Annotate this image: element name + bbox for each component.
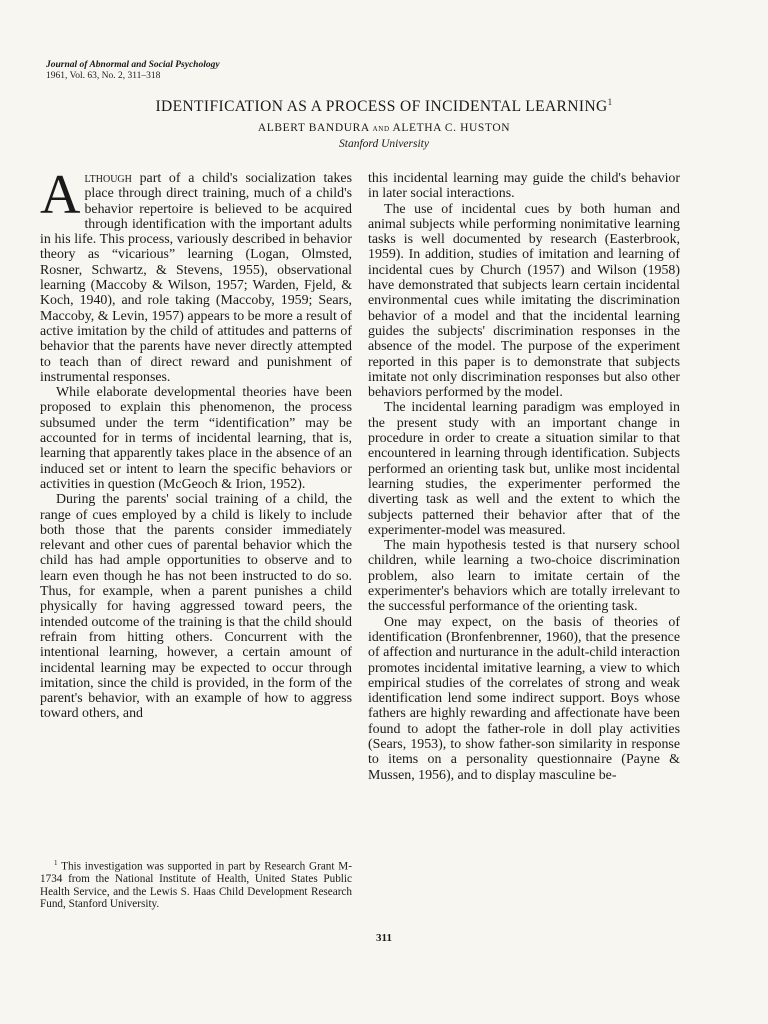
article-title [40,92,728,117]
paragraph: The main hypothesis tested is that nursery school children, while learning a two-choice discrimination problem, also learn to imitate certain of the experimenter's behaviors which are totally irrelevant to the successful performance of the orienting task. [368,538,680,615]
journal-header [46,60,220,82]
paragraph: During the parents' social training of a child, the range of cues employed by a child is likely to include both those that the parents consider immediately relevant and other cues of parental behavior which the child has had ample opportunities to observe and to learn even though he has not been instructed to do so. Thus, for example, when a parent punishes a child physically for having aggressed toward peers, the intended outcome of the training is that the child should refrain from hitting others. Concurrent with the intentional learning, however, a certain amount of incidental learning may be expected to occur through imitation, since the child is provided, in the form of the parent's behavior, with an example of how to aggress toward others, and [40,492,352,722]
authors-line [40,121,728,136]
journal-citation: 1961, Vol. 63, No. 2, 311–318 [46,71,161,81]
drop-cap: A [40,164,81,226]
footnote [40,857,352,911]
left-column [40,164,352,722]
paragraph: One may expect, on the basis of theories of identification (Bronfenbrenner, 1960), that the presence of affection and nurturance in the adult-child interaction promotes incidental imitative learning, a view to which empirical studies of the correlates of strong and weak identification lend some indirect support. Boys whose fathers are highly rewarding and affectionate have been found to adopt the father-role in doll play activities (Sears, 1953), to show father-son similarity in response to items on a personality questionnaire (Payne & Mussen, 1956), and to display masculine be- [368,614,680,783]
paragraph: While elaborate developmental theories have been proposed to explain this phenomenon, the process subsumed under the term “identification” may be accounted for in terms of incidental learning, that is, learning that apparently takes place in the absence of an induced set or intent to learn the specific behaviors or activities in question (McGeoch & Irion, 1952). [40,385,352,492]
paragraph: The use of incidental cues by both human and animal subjects while performing nonimitative learning tasks is well documented by research (Easterbrook, 1959). In addition, studies of imitation and learning of incidental cues by Church (1957) and Wilson (1958) have demonstrated that subjects learn certain incidental environmental cues while imitating the discrimination behavior of a model and that the incidental learning guides the subjects' discrimination responses in the absence of the model. The purpose of the experiment reported in this paper is to demonstrate that subjects imitate not only discrimination responses but also other behaviors performed by the model. [368,201,680,401]
page-number: 311 [376,932,392,944]
author-second: ALETHA C. HUSTON [392,122,511,134]
footnote-mark: 1 [54,859,58,867]
journal-name: Journal of Abnormal and Social Psychology [46,60,220,70]
lead-word: lthough [84,171,132,186]
right-column [368,171,680,783]
paragraph: The incidental learning paradigm was employed in the present study with an important change in procedure in order to create a situation similar to that encountered in learning through identification. Subjects performed an orienting task but, unlike most incidental learning studies, the experimenter performed the diverting task as well and the extent to which the subjects patterned their behavior after that of the experimenter-model was measured. [368,400,680,538]
paragraph-intro-text: part of a child's socialization takes place through direct training, much of a child's behavior repertoire is believed to be acquired through identification with the important adults in his life. This process, variously described in behavior theory as “vicarious” learning (Logan, Olmsted, Rosner, Schwartz, & Stevens, 1955), observational learning (Maccoby & Wilson, 1957; Warden, Fjeld, & Koch, 1940), and role taking (Maccoby, 1959; Sears, Maccoby, & Levin, 1957) appears to be more a result of active imitation by the child of attitudes and patterns of behavior that the parents have never directly attempted to teach than of direct reward and punishment of instrumental responses. [40,171,352,385]
author-conjunction: and [372,123,390,134]
author-first: ALBERT BANDURA [257,122,370,134]
affiliation: Stanford University [339,138,429,150]
paragraph: this incidental learning may guide the child's behavior in later social interactions. [368,171,680,202]
footnote-text: This investigation was supported in part by Research Grant M-1734 from the National Institute of Health, United States Public Health Service, and the Lewis S. Haas Child Development Research Fund, Stanford University. [40,860,352,911]
article-title-text: IDENTIFICATION AS A PROCESS OF INCIDENTAL LEARNING [155,98,608,115]
title-footnote-mark: 1 [607,97,613,107]
paragraph-intro [40,164,352,385]
